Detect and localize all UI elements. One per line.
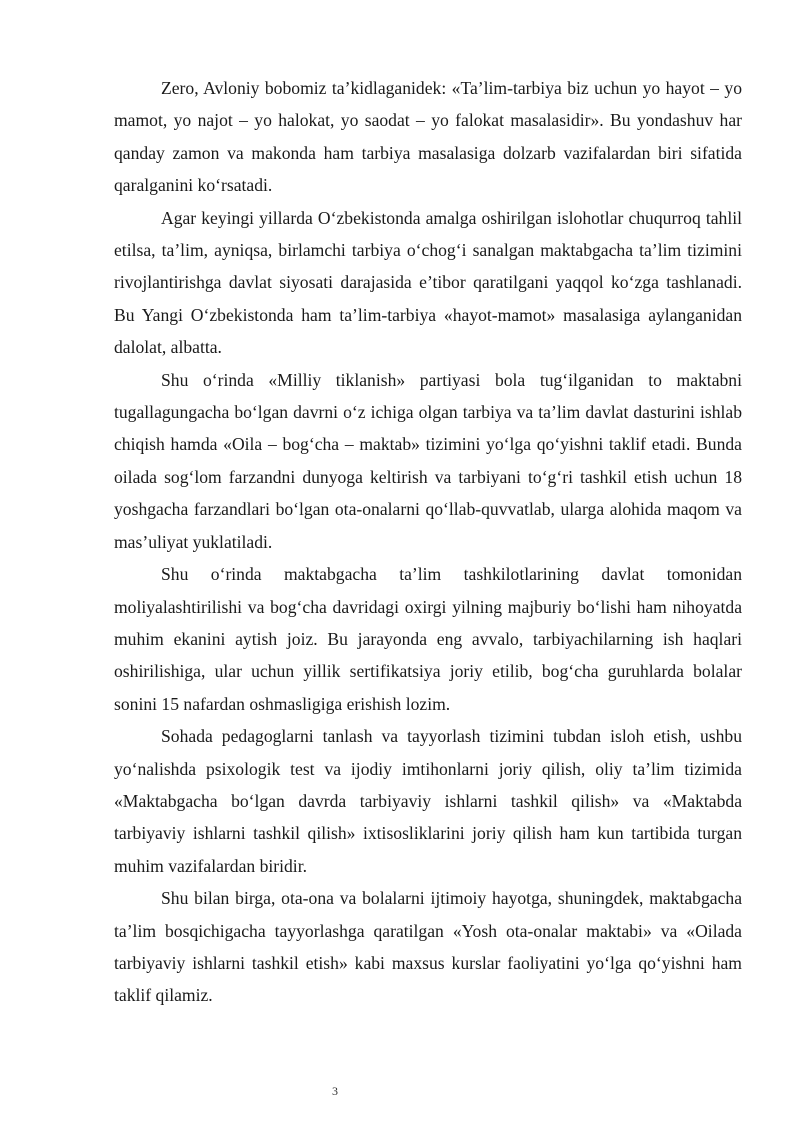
paragraph-6: Shu bilan birga, ota-ona va bolalarni ijtimoiy hayotga, shuningdek, maktabgacha ta’lim bosqichigacha tayyorlashga qaratilgan «Yosh ota-onalar maktabi» va «Oilada tarbiyaviy ishlarni tashkil etish» kabi maxsus kurslar faoliyatini yo‘lga qo‘yishni ham taklif qilamiz. [114, 888, 742, 1006]
paragraph-1: Zero, Avloniy bobomiz ta’kidlaganidek: «Ta’lim-tarbiya biz uchun yo hayot – yo mamot, yo najot – yo halokat, yo saodat – yo falokat masalasidir». Bu yondashuv har qanday zamon va makonda ham tarbiya masalasiga dolzarb vazifalardan biri sifatida qaralganini ko‘rsatadi. [114, 78, 742, 196]
paragraph-4: Shu o‘rinda maktabgacha ta’lim tashkilotlarining davlat tomonidan moliyalashtirilishi va bog‘cha davridagi oxirgi yilning majburiy bo‘lishi ham nihoyatda muhim ekanini aytish joiz. Bu jarayonda eng avvalo, tarbiyachilarning ish haqlari oshirilishiga, ular uchun yillik sertifikatsiya joriy etilib, bog‘cha guruhlarda bolalar sonini 15 nafardan oshmasligiga erishish lozim. [114, 564, 742, 714]
paragraph-2: Agar keyingi yillarda O‘zbekistonda amalga oshirilgan islohotlar chuqurroq tahlil etilsa, ta’lim, ayniqsa, birlamchi tarbiya o‘chog‘i sanalgan maktabgacha ta’lim tizimini rivojlantirishga davlat siyosati darajasida e’tibor qaratilgani yaqqol ko‘zga tashlanadi. Bu Yangi O‘zbekistonda ham ta’lim-tarbiya «hayot-mamot» masalasiga aylanganidan dalolat, albatta. [114, 207, 742, 358]
paragraph-3: Shu o‘rinda «Milliy tiklanish» partiyasi bola tug‘ilganidan to maktabni tugallagungacha bo‘lgan davrni o‘z ichiga olgan tarbiya va ta’lim davlat dasturini ishlab chiqish hamda «Oila – bog‘cha – maktab» tizimini yo‘lga qo‘yishni taklif etadi. Bunda oilada sog‘lom farzandni dunyoga keltirish va tarbiyani to‘g‘ri tashkil etish uchun 18 yoshgacha farzandlari bo‘lgan ota-onalarni qo‘llab-quvvatlab, ularga alohida maqom va mas’uliyat yuklatiladi. [114, 369, 742, 552]
document-body [114, 72, 742, 1012]
paragraph-5: Sohada pedagoglarni tanlash va tayyorlash tizimini tubdan isloh etish, ushbu yo‘nalishda psixologik test va ijodiy imtihonlarni joriy qilish, oliy ta’lim tizimida «Maktabgacha bo‘lgan davrda tarbiyaviy ishlarni tashkil qilish» va «Maktabda tarbiyaviy ishlarni tashkil qilish» ixtisosliklarini joriy qilish ham kun tartibida turgan muhim vazifalardan biridir. [114, 726, 742, 876]
page-number: 3 [332, 1084, 338, 1098]
